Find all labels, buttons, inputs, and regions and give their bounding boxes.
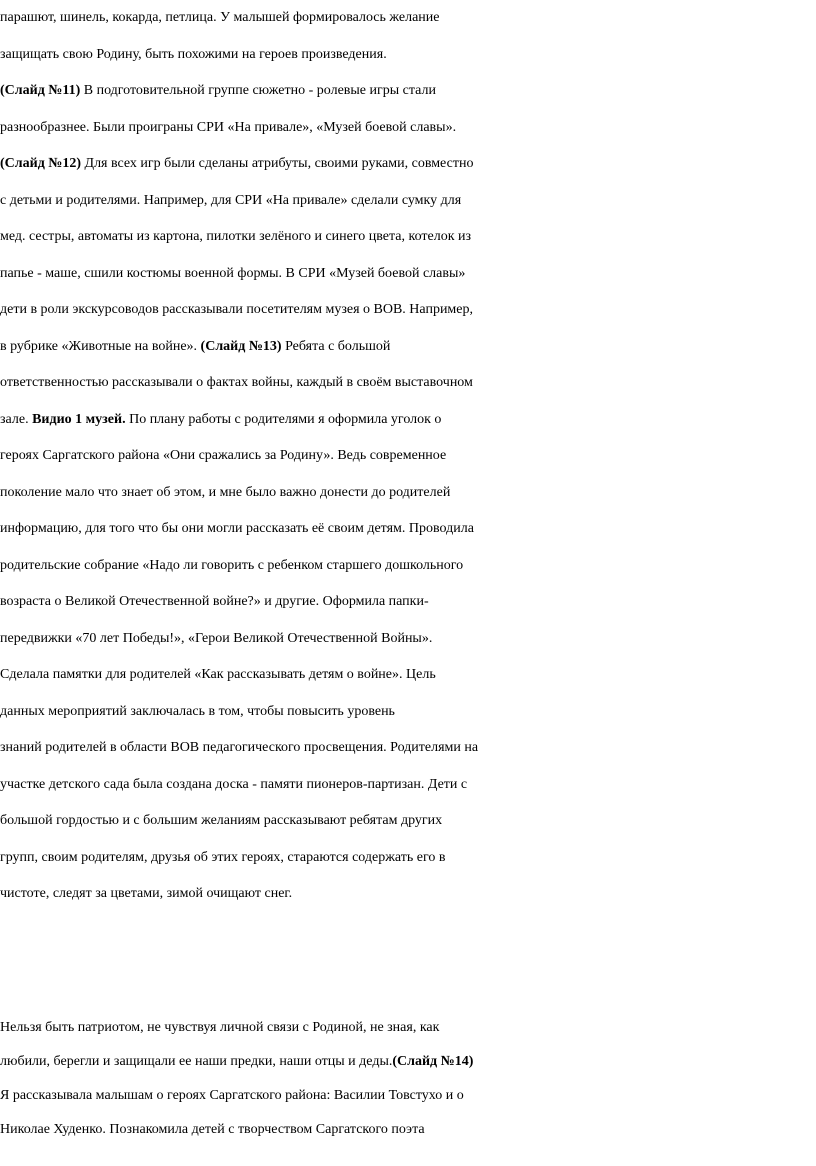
text-run: папье - маше, сшили костюмы военной формы. В СРИ «Музей боевой славы»	[0, 265, 466, 281]
text-line	[0, 1045, 816, 1079]
text-run: дети в роли экскурсоводов рассказывали посетителям музея о ВОВ. Например,	[0, 302, 474, 317]
bold-slide-reference: (Слайд №11)	[0, 83, 81, 98]
text-line	[0, 548, 816, 585]
text-run: групп, своим родителям, друзья об этих героях, стараются содержать его в	[0, 849, 446, 865]
text-line	[0, 183, 816, 220]
text-line	[0, 219, 816, 256]
text-run: мед. сестры, автоматы из картона, пилотки зелёного и синего цвета, котелок из	[0, 229, 472, 244]
text-run: зале.	[0, 411, 33, 427]
text-run: Я рассказывала малышам о героях Саргатского района: Василии Товстухо и о	[0, 1088, 464, 1103]
text-line	[0, 256, 816, 293]
text-line	[0, 621, 816, 658]
text-line	[0, 1011, 816, 1045]
text-line	[0, 110, 816, 147]
text-run: защищать свою Родину, быть похожими на героев произведения.	[0, 46, 387, 62]
text-line	[0, 876, 816, 913]
text-run: Сделала памятки для родителей «Как рассказывать детям о войне». Цель	[0, 667, 436, 682]
text-line	[0, 1113, 816, 1147]
text-run: ответственностью рассказывали о фактах войны, каждый в своём выставочном	[0, 375, 473, 390]
text-run: чистоте, следят за цветами, зимой очищают снег.	[0, 886, 293, 901]
text-run: героях Саргатского района «Они сражались за Родину». Ведь современное	[0, 448, 447, 463]
text-run: передвижки «70 лет Победы!», «Герои Великой Отечественной Войны».	[0, 630, 433, 646]
text-run: поколение мало что знает об этом, и мне было важно донести до родителей	[0, 484, 451, 500]
text-line	[0, 511, 816, 548]
text-run: данных мероприятий заключалась в том, чтобы повысить уровень	[0, 703, 395, 719]
text-line	[0, 694, 816, 731]
text-line	[0, 146, 816, 183]
bold-slide-reference: (Слайд №14)	[392, 1054, 474, 1069]
text-run: участке детского сада была создана доска - памяти пионеров-партизан. Дети с	[0, 776, 468, 792]
text-line	[0, 37, 816, 74]
paragraph-2	[0, 1011, 816, 1147]
text-line	[0, 292, 816, 329]
text-run: любили, берегли и защищали ее наши предки, наши отцы и деды.	[0, 1054, 393, 1069]
text-run: родительские собрание «Надо ли говорить с ребенком старшего дошкольного	[0, 557, 464, 573]
text-line	[0, 475, 816, 512]
text-run: в рубрике «Животные на войне».	[0, 338, 201, 354]
text-line	[0, 1079, 816, 1113]
text-line	[0, 803, 816, 840]
text-line	[0, 657, 816, 694]
text-run: По плану работы с родителями я оформила уголок о	[125, 411, 442, 427]
bold-slide-reference: (Слайд №12)	[0, 156, 82, 171]
text-line	[0, 365, 816, 402]
text-run: знаний родителей в области ВОВ педагогического просвещения. Родителями на	[0, 740, 479, 755]
text-line	[0, 840, 816, 877]
text-run: с детьми и родителями. Например, для СРИ «На привале» сделали сумку для	[0, 192, 462, 208]
text-run: большой гордостью и с большим желаниям рассказывают ребятам других	[0, 813, 443, 828]
text-line	[0, 767, 816, 804]
text-line	[0, 438, 816, 475]
bold-slide-reference: Видио 1 музей.	[32, 411, 126, 427]
text-line	[0, 0, 816, 37]
text-line	[0, 584, 816, 621]
text-run: информацию, для того что бы они могли рассказать её своим детям. Проводила	[0, 521, 474, 536]
text-run: возраста о Великой Отечественной войне?» и другие. Оформила папки-	[0, 594, 429, 609]
text-run: парашют, шинель, кокарда, петлица. У малышей формировалось желание	[0, 10, 440, 25]
text-run: Ребята с большой	[281, 338, 391, 354]
text-run: разнообразнее. Были проиграны СРИ «На привале», «Музей боевой славы».	[0, 119, 457, 135]
bold-slide-reference: (Слайд №13)	[200, 338, 282, 354]
text-run: Николае Худенко. Познакомила детей с творчеством Саргатского поэта	[0, 1122, 425, 1137]
text-run: Для всех игр были сделаны атрибуты, своими руками, совместно	[81, 156, 474, 171]
text-line	[0, 73, 816, 110]
text-run: В подготовительной группе сюжетно - ролевые игры стали	[80, 83, 436, 98]
text-line	[0, 329, 816, 366]
text-line	[0, 730, 816, 767]
text-run: Нельзя быть патриотом, не чувствуя личной связи с Родиной, не зная, как	[0, 1020, 440, 1035]
text-line	[0, 402, 816, 439]
